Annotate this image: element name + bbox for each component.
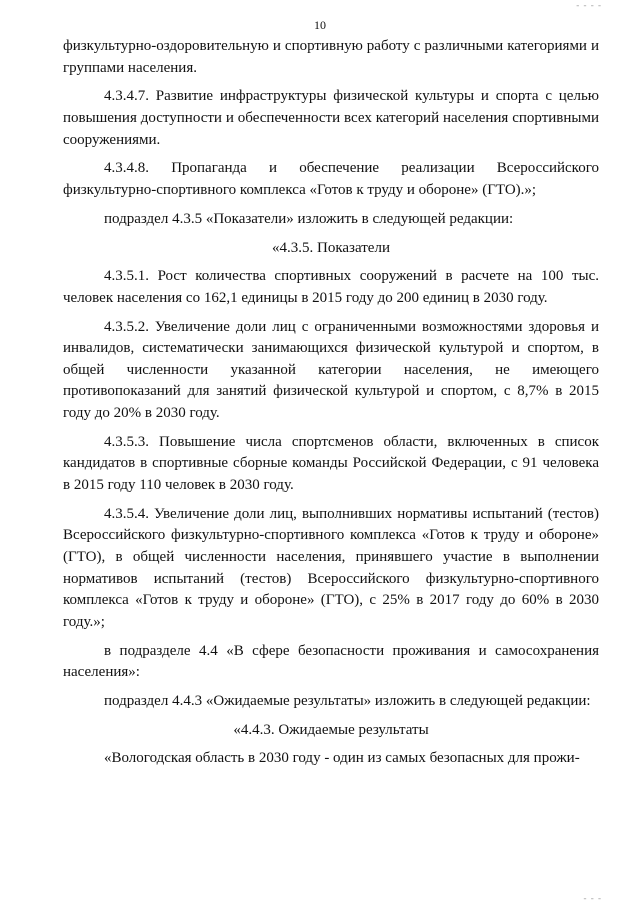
paragraph-vologda-2030: «Вологодская область в 2030 году - один из самых безопасных для прожи- (104, 750, 580, 767)
paragraph-4-3-5-3: 4.3.5.3. Повышение числа спортсменов области, включенных в список кандидатов в спортивные сборные команды Российской Федерации, с 91 человека в 2015 году 110 человек в 2030 году. (63, 433, 599, 493)
paragraph-subsection-4-4: в подразделе 4.4 «В сфере безопасности проживания и самосохранения населения»: (63, 642, 599, 681)
corner-mark-top: - - - - (576, 0, 602, 10)
paragraph-subsection-4-3-5-instruction: подраздел 4.3.5 «Показатели» изложить в следующей редакции: (104, 210, 514, 227)
paragraph-continuation: физкультурно-оздоровительную и спортивную работу с различными категориями и группами населения. (63, 38, 599, 76)
paragraph-4-3-5-2: 4.3.5.2. Увеличение доли лиц с ограниченными возможностями здоровья и инвалидов, систематически занимающихся физической культурой и спортом, в общей численности указанной категории населения, не имеющего противопоказаний для занятий физической культурой и спортом, с 8,7% в 2015 году до 20% в 2030 году. (63, 318, 599, 422)
heading-4-3-5: «4.3.5. Показатели (272, 239, 390, 256)
document-body (63, 36, 599, 777)
paragraph-subsection-4-4-3-instruction: подраздел 4.4.3 «Ожидаемые результаты» изложить в следующей редакции: (104, 692, 591, 709)
paragraph-4-3-5-1: 4.3.5.1. Рост количества спортивных сооружений в расчете на 100 тыс. человек населения со 162,1 единицы в 2015 году до 200 единиц в 2030 году. (63, 268, 599, 306)
corner-mark-bottom: - - - (583, 893, 602, 903)
paragraph-4-3-5-4: 4.3.5.4. Увеличение доли лиц, выполнивших нормативы испытаний (тестов) Всероссийского физкультурно-спортивного комплекса «Готов к труду и обороне» (ГТО), в общей численности населения, принявшего участие в выполнении нормативов испытаний (тестов) Всероссийского физкультурно-спортивного комплекса «Готов к труду и обороне» (ГТО), с 25% в 2017 году до 60% в 2030 году.»; (63, 505, 599, 630)
paragraph-4-3-4-8: 4.3.4.8. Пропаганда и обеспечение реализации Всероссийского физкультурно-спортивного комплекса «Готов к труду и обороне» (ГТО).»; (63, 160, 599, 198)
heading-4-4-3: «4.4.3. Ожидаемые результаты (233, 721, 429, 738)
page-number: 10 (314, 18, 326, 32)
paragraph-4-3-4-7: 4.3.4.7. Развитие инфраструктуры физической культуры и спорта с целью повышения доступности и обеспеченности всех категорий населения спортивными сооружениями. (63, 88, 599, 148)
